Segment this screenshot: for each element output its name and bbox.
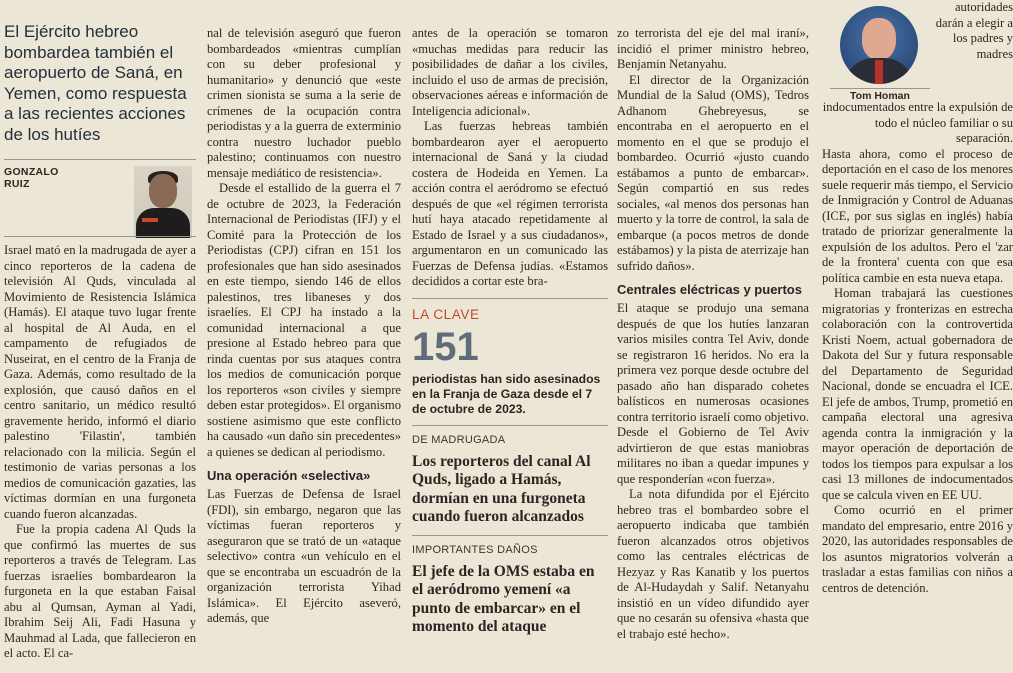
byline-last: RUIZ (4, 178, 30, 190)
body-paragraph (4, 522, 196, 662)
key-fact-box (412, 298, 608, 426)
body-paragraph: Las fuerzas hebreas también bombardearon ayer el aeropuerto internacional de Saná y la ciudad costera de Hodeida en Yemen. La acción contra el aeródromo se efectuó después de que «el régimen terrorista hutí haya atacado repetidamente al Estado de Israel y a sus ciudadanos», argumentaron en un comunicado las Fuerzas de Defensa judías. «Estamos decididos a cortar este bra- (412, 119, 608, 288)
key-fact-label: LA CLAVE (412, 306, 480, 322)
body-paragraph: zo terrorista del eje del mal iraní», incidió el primer ministro hebreo, Benjamin Netanyahu. (617, 26, 809, 71)
photo-caption: Tom Homan (830, 88, 930, 102)
body-paragraph: Israel mató en la madrugada de ayer a cinco reporteros de la cadena de televisión Al Quds, vinculada al Movimiento de Resistencia Islámica (Hamás). El ataque tuvo lugar frente al hospital de Al Auda, en el campamento de refugiados de Nuseirat, en el centro de la Franja de Gaza. Además, como resultado de la explosión, que causó daños en el centro sanitario, un médico resultó gravemente herido, informó el diario palestino 'Filastin', también relacionado con la milicia. Según el testimonio de varias personas a los medios de comunicación gazaties, las víctimas dormían en una furgoneta cuando fueron alcanzadas. (4, 243, 196, 521)
body-paragraph: antes de la operación se tomaron «muchas medidas para reducir las posibilidades de dañar a los civiles, incluido el uso de armas de precisión, observaciones aéreas e información de Inteligencia adicional». (412, 26, 608, 118)
body-paragraph: autoridades darán a elegir a los padres y madres indocumentados entre la expulsión de todo el núcleo familiar o su separación. (822, 0, 1013, 145)
author-photo (134, 166, 192, 238)
body-text: Fue la propia cadena Al Quds la que confirmó las muertes de sus reporteros a través de Telegram. Las fuerzas israelíes bombardearon la furgoneta en la que estaban Faisal abu al Qumsan, Ayman al Yadi, Ibrahim Seij Ali, Fadi Hasuna y Mauhmad al Lada, que fallecieron en el acto. El ca- (4, 522, 196, 660)
column-1 (4, 0, 196, 673)
byline-first: GONZALO (4, 166, 59, 178)
related-headline: Los reporteros del canal Al Quds, ligado a Hamás, dormían en una furgoneta cuando fueron alcanzados (412, 453, 608, 536)
body-paragraph: La nota difundida por el Ejército hebreo tras el bombardeo sobre el aeropuerto indicaba que también fueron alcanzados otros objetivos como las centrales eléctricas de Hezyaz y Ras Kanatib y los puertos de Al-Hudaydah y Salif. Netanyahu insistió en un vídeo difundido ayer que no cesarán su ofensiva «hasta que el trabajo esté hecho». (617, 487, 809, 641)
column-2 (207, 0, 401, 673)
related-kicker: IMPORTANTES DAÑOS (412, 543, 538, 556)
body-paragraph: Las Fuerzas de Defensa de Israel (FDI), sin embargo, negaron que las víctimas fueran reporteros y aseguraron que se trató de un «ataque selectivo» contra «un vehículo en el que se encontraba un escuadrón de la organización terrorista Yihad Islámica». El Ejército aseveró, además, que (207, 487, 401, 625)
homan-photo (830, 0, 930, 100)
headline: El Ejército hebreo bombardea también el aeropuerto de Saná, en Yemen, como respuesta a las recientes acciones de los hutíes (4, 22, 187, 144)
related-headline: El jefe de la OMS estaba en el aeródromo yemení «a punto de embarcar» en el momento del ataque (412, 562, 595, 635)
column-3 (412, 0, 608, 673)
byline-block (4, 159, 196, 237)
body-paragraph: El director de la Organización Mundial de la Salud (OMS), Tedros Adhanom Ghebreyesus, se encontraba en el aeropuerto en el momento en el que se produjo el bombardeo. Ocurrió «justo cuando estábamos a punto de embarcar». Según compartió en sus redes sociales, «al menos dos personas han muerto y la torre de control, la sala de embarque (a pocos metros de donde estábamos) y la pista de aterrizaje han sufrido daños». (617, 72, 809, 273)
subheading: Una operación «selectiva» (207, 468, 371, 483)
subheading: Centrales eléctricas y puertos (617, 282, 802, 297)
body-paragraph: nal de televisión aseguró que fueron bombardeados «mientras cumplían con su deber profesional y humanitario» y denunció que «este crimen sionista se suma a la serie de crímenes de la ocupación contra periodistas y a la guerra de exterminio contra nuestro luchador pueblo palestino; continuamos con nuestro mensaje mediático de resistencia». (207, 26, 401, 180)
key-fact-text: periodistas han sido asesinados en la Franja de Gaza desde el 7 de octubre de 2023. (412, 372, 608, 426)
body-paragraph: Hasta ahora, como el proceso de deportación en el caso de los menores suele requerir más tiempo, el Servicio de Inmigración y Control de Aduanas (ICE, por sus siglas en inglés) había tratado de priorizar generalmente la expulsión de los adultos. Pero el 'zar de la frontera' cuenta con que esa política cambie en esta nueva etapa. (822, 146, 1013, 285)
column-4 (617, 0, 809, 673)
body-paragraph: Homan trabajará las cuestiones migratorias y fronterizas en estrecha colaboración con la controvertida Kristi Noem, actual gobernadora de Dakota del Sur y futura responsable del Departamento de Seguridad Nacional, donde se encuadra el ICE. El jefe de ambos, Trump, prometió en campaña electoral una agresiva agenda contra la inmigración y la mayor operación de deportación de todos los tiempos para expulsar a los casi 13 millones de indocumentados que se calcula viven en EE UU. (822, 286, 1013, 502)
key-fact-number: 151 (412, 324, 479, 369)
body-paragraph: Como ocurrió en el primer mandato del empresario, entre 2016 y 2020, las autoridades responsables de los asuntos migratorios volverán a trasladar a estas familias con niños a centros de detención. (822, 503, 1013, 595)
related-kicker: DE MADRUGADA (412, 433, 506, 446)
body-paragraph: Desde el estallido de la guerra el 7 de octubre de 2023, la Federación Internacional de Periodistas (IFJ) y el Comité para la Protección de los Periodistas (CPJ) cifran en 151 los profesionales que han sido asesinados en este tiempo, siendo 146 de ellos palestinos, tres libaneses y dos israelíes. El CPJ ha instado a la comunidad internacional a que presione al Estado hebreo para que rinda cuentas por sus ataques contra los medios de comunicación porque los reporteros «son civiles y siempre deben estar protegidos». El organismo sostiene asimismo que este conflicto ha causado «un daño sin precedentes» a quienes se dedican al periodismo. (207, 181, 401, 459)
column-5 (822, 0, 1013, 673)
body-paragraph: El ataque se produjo una semana después de que los hutíes lanzaran varios misiles contra Tel Aviv, donde se registraron 16 heridos. No era la primera vez porque desde octubre del pasado año han disparado cohetes balísticos en numerosas ocasiones contra territorio israelí como objetivo. Desde el Gobierno de Tel Aviv advirtieron de que estas maniobras militares no iban a quedar impunes y que responderían «con fuerza». (617, 301, 809, 486)
byline (4, 166, 59, 190)
